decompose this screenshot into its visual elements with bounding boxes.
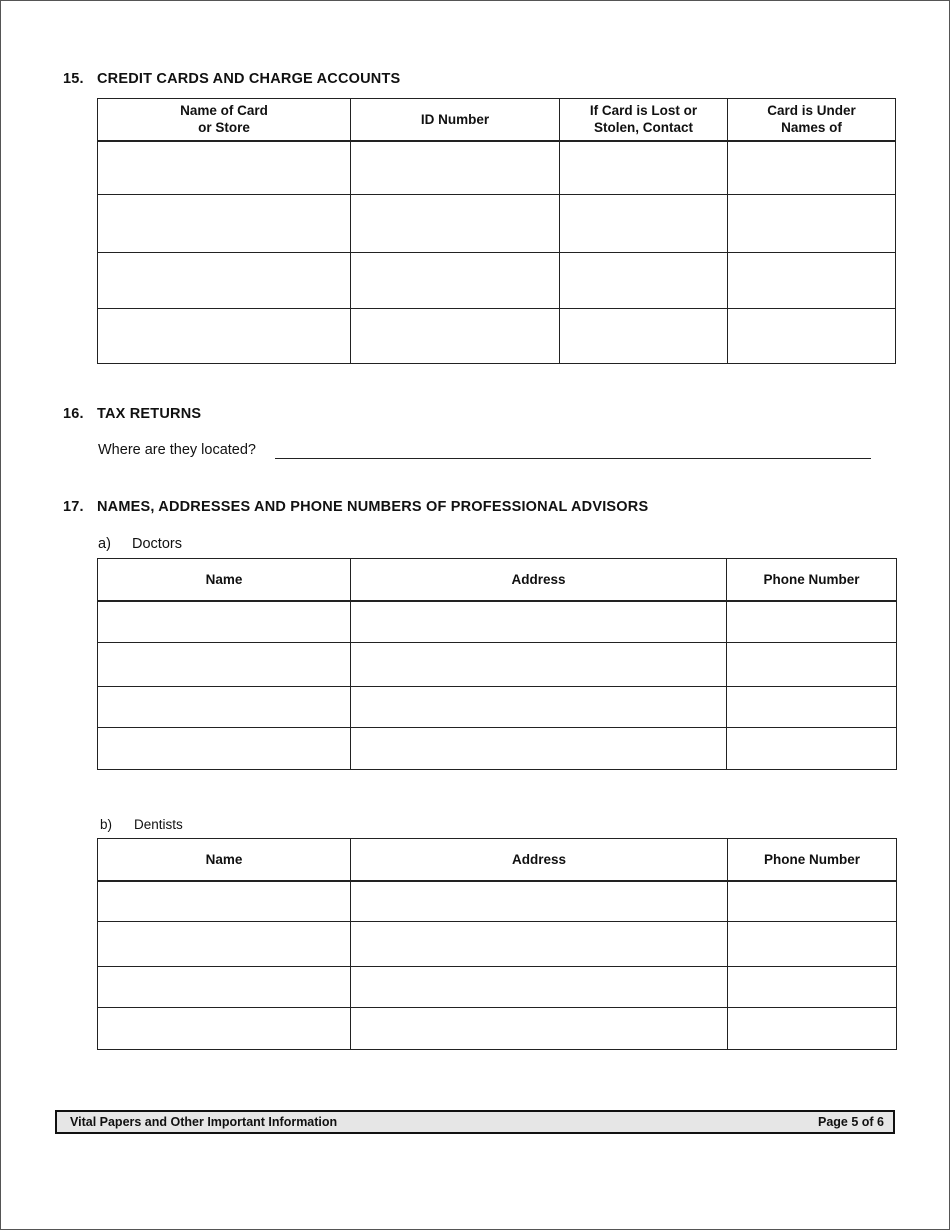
table-cell[interactable] <box>98 309 351 364</box>
section-17-title: NAMES, ADDRESSES AND PHONE NUMBERS OF PROFESSIONAL ADVISORS <box>97 499 649 515</box>
table-row <box>98 687 897 728</box>
table-cell[interactable] <box>560 195 728 253</box>
section-17-number: 17. <box>63 499 84 515</box>
table-cell[interactable] <box>727 728 897 770</box>
table-cell[interactable] <box>728 141 896 195</box>
page-footer <box>55 1110 895 1134</box>
col-header-names-of: Card is Under Names of <box>728 99 896 141</box>
table-cell[interactable] <box>98 728 351 770</box>
table-cell[interactable] <box>560 141 728 195</box>
table-cell[interactable] <box>351 195 560 253</box>
table-cell[interactable] <box>727 687 897 728</box>
section-16-number: 16. <box>63 406 84 422</box>
col-header-id-number: ID Number <box>351 99 560 141</box>
table-row <box>98 881 897 922</box>
section-15-title: CREDIT CARDS AND CHARGE ACCOUNTS <box>97 71 401 87</box>
table-cell[interactable] <box>728 967 897 1008</box>
table-cell[interactable] <box>98 687 351 728</box>
col-header-lost-contact: If Card is Lost or Stolen, Contact <box>560 99 728 141</box>
table-row <box>98 253 896 309</box>
table-cell[interactable] <box>728 309 896 364</box>
table-cell[interactable] <box>351 643 727 687</box>
tax-returns-location-field[interactable] <box>275 458 871 459</box>
table-cell[interactable] <box>728 922 897 967</box>
section-15-number: 15. <box>63 71 84 87</box>
table-cell[interactable] <box>351 1008 728 1050</box>
table-header-row <box>98 839 897 881</box>
section-15-heading <box>63 71 400 87</box>
table-cell[interactable] <box>560 253 728 309</box>
col-header-name: Name <box>98 559 351 601</box>
table-cell[interactable] <box>98 643 351 687</box>
table-cell[interactable] <box>351 922 728 967</box>
table-cell[interactable] <box>728 1008 897 1050</box>
footer-title: Vital Papers and Other Important Information <box>70 1115 338 1129</box>
table-cell[interactable] <box>351 967 728 1008</box>
table-cell[interactable] <box>351 687 727 728</box>
table-cell[interactable] <box>351 309 560 364</box>
table-row <box>98 601 897 643</box>
section-17-heading <box>63 499 648 515</box>
table-cell[interactable] <box>98 253 351 309</box>
table-row <box>98 195 896 253</box>
table-row <box>98 141 896 195</box>
table-row <box>98 309 896 364</box>
tax-returns-question: Where are they located? <box>98 442 256 458</box>
table-cell[interactable] <box>98 141 351 195</box>
col-header-address: Address <box>351 839 728 881</box>
table-row <box>98 728 897 770</box>
dentists-table <box>97 838 897 1050</box>
table-cell[interactable] <box>98 601 351 643</box>
table-cell[interactable] <box>727 643 897 687</box>
table-cell[interactable] <box>351 253 560 309</box>
section-16-heading <box>63 406 201 422</box>
table-cell[interactable] <box>98 195 351 253</box>
table-cell[interactable] <box>98 922 351 967</box>
table-cell[interactable] <box>98 881 351 922</box>
page-number: Page 5 of 6 <box>818 1115 884 1129</box>
table-cell[interactable] <box>728 195 896 253</box>
table-row <box>98 643 897 687</box>
col-header-name: Name <box>98 839 351 881</box>
table-cell[interactable] <box>351 141 560 195</box>
table-row <box>98 922 897 967</box>
table-cell[interactable] <box>351 601 727 643</box>
table-row <box>98 967 897 1008</box>
table-cell[interactable] <box>98 1008 351 1050</box>
table-row <box>98 1008 897 1050</box>
section-16-title: TAX RETURNS <box>97 406 202 422</box>
table-cell[interactable] <box>351 881 728 922</box>
table-cell[interactable] <box>351 728 727 770</box>
doctors-table <box>97 558 897 770</box>
table-cell[interactable] <box>728 253 896 309</box>
col-header-address: Address <box>351 559 727 601</box>
dentists-label: b) Dentists <box>100 817 183 832</box>
doctors-label: a) Doctors <box>98 536 182 552</box>
table-header-row <box>98 99 896 141</box>
credit-cards-table <box>97 98 896 364</box>
table-header-row <box>98 559 897 601</box>
table-cell[interactable] <box>727 601 897 643</box>
col-header-card-name: Name of Card or Store <box>98 99 351 141</box>
table-cell[interactable] <box>560 309 728 364</box>
table-cell[interactable] <box>728 881 897 922</box>
col-header-phone: Phone Number <box>727 559 897 601</box>
col-header-phone: Phone Number <box>728 839 897 881</box>
table-cell[interactable] <box>98 967 351 1008</box>
